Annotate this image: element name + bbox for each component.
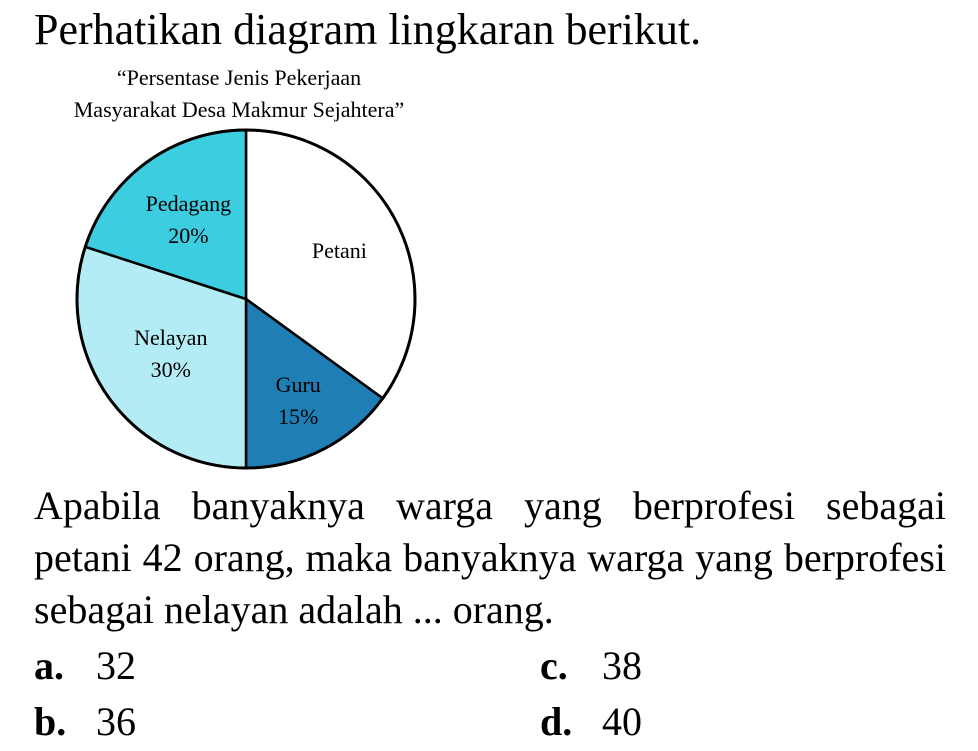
option-d-letter: d. <box>540 699 573 744</box>
answer-options <box>34 640 946 750</box>
slice-label-pedagang-name: Pedagang <box>145 190 232 216</box>
chart-title-line-2: Masyarakat Desa Makmur Sejahtera” <box>73 97 405 122</box>
option-b[interactable] <box>34 696 136 748</box>
slice-label-nelayan <box>134 322 207 386</box>
option-c-value: 38 <box>602 643 642 688</box>
slice-label-nelayan-percent: 30% <box>150 356 191 382</box>
slice-label-pedagang-percent: 20% <box>168 222 209 248</box>
chart-title-line-1: “Persentase Jenis Pekerjaan <box>116 65 362 90</box>
slice-label-guru <box>276 369 321 433</box>
slice-label-nelayan-name: Nelayan <box>134 324 208 350</box>
option-b-value: 36 <box>96 699 136 744</box>
option-d-value: 40 <box>602 699 642 744</box>
option-a-value: 32 <box>96 643 136 688</box>
question-text: Apabila banyaknya warga yang berprofesi sebagai petani 42 orang, maka banyaknya warga yang berprofesi sebagai nelayan adalah ... orang. <box>34 483 946 632</box>
slice-label-guru-percent: 15% <box>278 404 319 430</box>
slice-label-guru-name: Guru <box>275 372 321 398</box>
option-c-letter: c. <box>540 643 568 688</box>
question-heading: Perhatikan diagram lingkaran berikut. <box>34 5 702 54</box>
slice-label-petani-name: Petani <box>311 238 367 264</box>
option-b-letter: b. <box>34 699 67 744</box>
option-a[interactable] <box>34 640 136 692</box>
option-c[interactable] <box>540 640 642 692</box>
slice-label-pedagang <box>146 188 232 252</box>
option-d[interactable] <box>540 696 642 748</box>
slice-label-petani <box>312 235 367 267</box>
option-a-letter: a. <box>34 643 64 688</box>
